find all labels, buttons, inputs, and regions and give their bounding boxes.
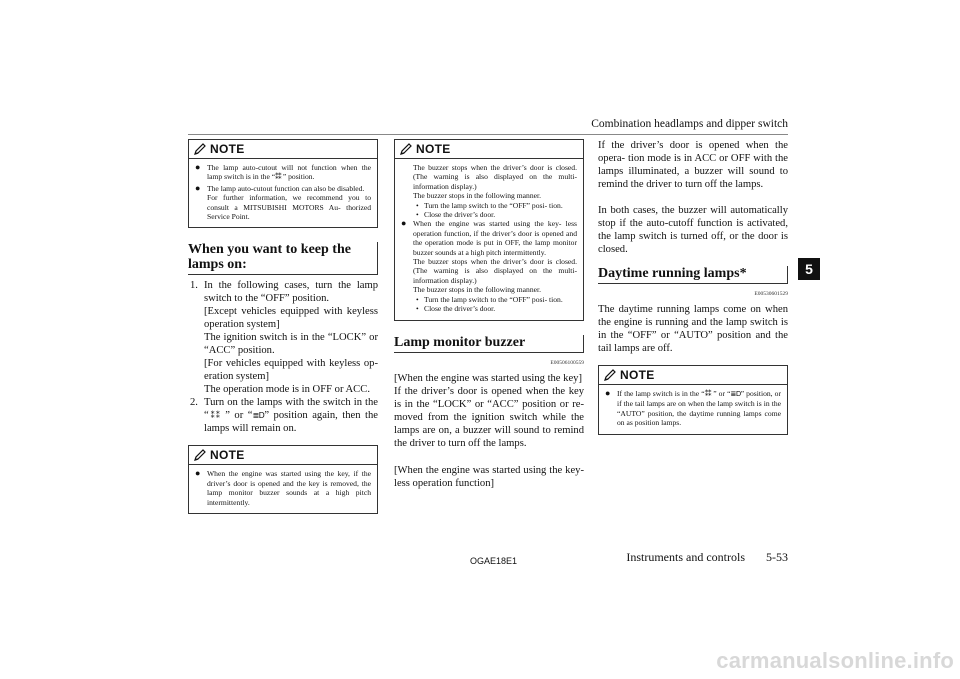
head-lamp-icon: ≣D bbox=[252, 411, 265, 421]
list-text bbox=[204, 396, 378, 435]
list-line: The operation mode is in OFF or ACC. bbox=[204, 384, 370, 396]
title-bar bbox=[787, 266, 788, 283]
note-label: NOTE bbox=[416, 141, 451, 156]
sub-item bbox=[413, 304, 577, 313]
text-part: ” or “ bbox=[713, 389, 731, 398]
section-title-keep-lamps-on bbox=[188, 242, 378, 275]
bullet-icon: ● bbox=[195, 162, 201, 172]
note-continuation bbox=[401, 163, 577, 219]
steps-list bbox=[188, 279, 378, 435]
chapter-tab: 5 bbox=[798, 258, 820, 280]
header-rule bbox=[188, 134, 788, 135]
sub-bullet-icon: • bbox=[416, 304, 419, 314]
list-text bbox=[204, 279, 378, 396]
sub-item-text: Turn the lamp switch to the “OFF” posi- tion. bbox=[424, 200, 563, 210]
note-label: NOTE bbox=[620, 367, 655, 382]
footer-section-name: Instruments and controls bbox=[626, 550, 745, 564]
head-lamp-icon: ≣D bbox=[730, 390, 741, 398]
sub-bullet-icon: • bbox=[416, 200, 419, 210]
text-part: Turn on the lamps with the switch in the “ bbox=[204, 397, 378, 422]
note-bullet bbox=[195, 163, 371, 183]
paragraph: [When the engine was started using the key- less operation function] bbox=[394, 464, 584, 489]
tail-lamp-icon: ⁑⁑ bbox=[208, 411, 226, 421]
page-number: 5-53 bbox=[766, 550, 788, 564]
running-head: Combination headlamps and dipper switch bbox=[591, 118, 788, 130]
note-label: NOTE bbox=[210, 141, 245, 156]
note-pencil-icon bbox=[193, 448, 207, 462]
paragraph: If the driver’s door is opened when the key is in the “LOCK” or “ACC” position or re- moved from the ignition switch while the lamps are on, a buzzer will sound to remind the driver to turn off the lamps. bbox=[394, 385, 584, 449]
section-title-text: When you want to keep the lamps on: bbox=[188, 242, 351, 273]
list-line: The ignition switch is in the “LOCK” or “ACC” position. bbox=[204, 332, 378, 357]
list-line: [For vehicles equipped with keyless op- eration system] bbox=[204, 358, 378, 383]
note-pencil-icon bbox=[399, 142, 413, 156]
note-bullet-text: When the engine was started using the key, if the driver’s door is opened and the key is removed, the lamp monitor buzzer sounds at a high pitch intermittently. bbox=[207, 469, 371, 507]
note-bullet-text bbox=[617, 389, 781, 428]
sub-bullet-icon: • bbox=[416, 294, 419, 304]
note-box-drl bbox=[598, 365, 788, 435]
title-bar bbox=[377, 242, 378, 274]
note-text: The buzzer stops in the following manner. bbox=[413, 285, 542, 295]
list-item bbox=[188, 279, 378, 396]
note-bullet-text bbox=[207, 163, 371, 183]
tail-lamp-icon: ⁑⁑ bbox=[704, 390, 714, 398]
note-header bbox=[599, 366, 787, 385]
list-number: 1. bbox=[190, 280, 198, 292]
section-title-text: Lamp monitor buzzer bbox=[394, 334, 526, 350]
column-1 bbox=[188, 139, 378, 528]
column-3 bbox=[598, 139, 788, 449]
bullet-icon: ● bbox=[195, 182, 201, 193]
paragraph: [When the engine was started using the key] bbox=[394, 372, 582, 384]
note-text: When the engine was started using the key- less operation function, if the driver’s door is opened and the operation mode is put in OFF, the lamp monitor buzzer sounds at a high pitch intermittently. bbox=[413, 219, 577, 257]
note-bullet bbox=[195, 469, 371, 507]
sub-item-text: Close the driver’s door. bbox=[424, 304, 496, 314]
sub-item bbox=[413, 210, 577, 219]
section-code: E00530601529 bbox=[754, 291, 788, 297]
text-part: ” position. bbox=[282, 172, 315, 182]
list-line: [Except vehicles equipped with keyless operation system] bbox=[204, 306, 378, 331]
paragraph: If the driver’s door is opened when the opera- tion mode is in ACC or OFF with the lamps illuminated, a buzzer will sound to remind the driver to turn off the lamps. bbox=[598, 140, 788, 190]
note-label: NOTE bbox=[210, 447, 245, 462]
note-text: The buzzer stops when the driver’s door is closed. (The warning is also displayed on the multi-information display.) bbox=[413, 257, 577, 285]
sub-bullet-icon: • bbox=[416, 210, 419, 220]
section-code: E00506100559 bbox=[550, 359, 584, 366]
text-part: The lamp auto-cutout will not function when the lamp switch is in the “ bbox=[207, 163, 371, 182]
note-bullet-text bbox=[207, 184, 371, 222]
text-part: ” or “ bbox=[225, 410, 253, 422]
note-body bbox=[189, 465, 377, 513]
footer-page-info bbox=[608, 550, 788, 565]
paragraph: The daytime running lamps come on when the engine is running and the lamp switch is in the “OFF” or “AUTO” position and the tail lamps are off. bbox=[598, 304, 788, 354]
list-number: 2. bbox=[190, 397, 198, 409]
note-bullet-text bbox=[413, 219, 577, 313]
paragraph: In both cases, the buzzer will automatically stop if the auto-cutoff function is activated, the lamp switch is turned off, or the door is closed. bbox=[598, 205, 788, 255]
list-line: In the following cases, turn the lamp switch to the “OFF” position. bbox=[204, 280, 378, 305]
note-header bbox=[395, 140, 583, 159]
note-bullet bbox=[401, 219, 577, 313]
section-title-lamp-monitor-buzzer bbox=[394, 335, 584, 353]
watermark: carmanualsonline.info bbox=[716, 648, 954, 673]
note-bullet bbox=[195, 184, 371, 222]
text-part: ” position, or if the tail lamps are on when the lamp switch is in the “AUTO” position, the daytime running lamps come on as position lamps. bbox=[617, 389, 781, 428]
note-pencil-icon bbox=[603, 368, 617, 382]
sub-item-text: Turn the lamp switch to the “OFF” posi- tion. bbox=[424, 294, 563, 304]
tail-lamp-icon: ⁑⁑ bbox=[275, 173, 283, 182]
bullet-icon: ● bbox=[195, 468, 201, 479]
column-2 bbox=[394, 139, 584, 500]
text-part: If the lamp switch is in the “ bbox=[617, 389, 705, 398]
note-header bbox=[189, 140, 377, 159]
text-part: ” position again, then the lamps will remain on. bbox=[204, 410, 379, 435]
note-bullet bbox=[605, 389, 781, 428]
list-item bbox=[188, 396, 378, 435]
document-code: OGAE18E1 bbox=[470, 556, 518, 566]
note-header bbox=[189, 446, 377, 465]
bullet-icon: ● bbox=[401, 218, 407, 229]
sub-item bbox=[413, 201, 577, 210]
note-body bbox=[189, 159, 377, 227]
note-box-lamp-cutout bbox=[188, 139, 378, 228]
text-part: For further information, we recommend you to consult a MITSUBISHI MOTORS Au- thorized Service Point. bbox=[207, 193, 371, 222]
note-box-buzzer-stop bbox=[394, 139, 584, 321]
note-text: The buzzer stops in the following manner. bbox=[413, 191, 542, 201]
note-box-key-buzzer bbox=[188, 445, 378, 514]
note-body bbox=[395, 159, 583, 320]
section-title-daytime-running-lamps bbox=[598, 266, 788, 284]
text-part: The lamp auto-cutout function can also be disabled. bbox=[207, 183, 365, 193]
sub-item-text: Close the driver’s door. bbox=[424, 210, 496, 220]
note-text: The buzzer stops when the driver’s door is closed. (The warning is also displayed on the multi-information display.) bbox=[413, 163, 577, 191]
section-title-text: Daytime running lamps* bbox=[598, 266, 747, 281]
bullet-icon: ● bbox=[605, 388, 611, 398]
note-body bbox=[599, 385, 787, 434]
sub-item bbox=[413, 295, 577, 304]
note-pencil-icon bbox=[193, 142, 207, 156]
title-bar bbox=[583, 335, 584, 352]
